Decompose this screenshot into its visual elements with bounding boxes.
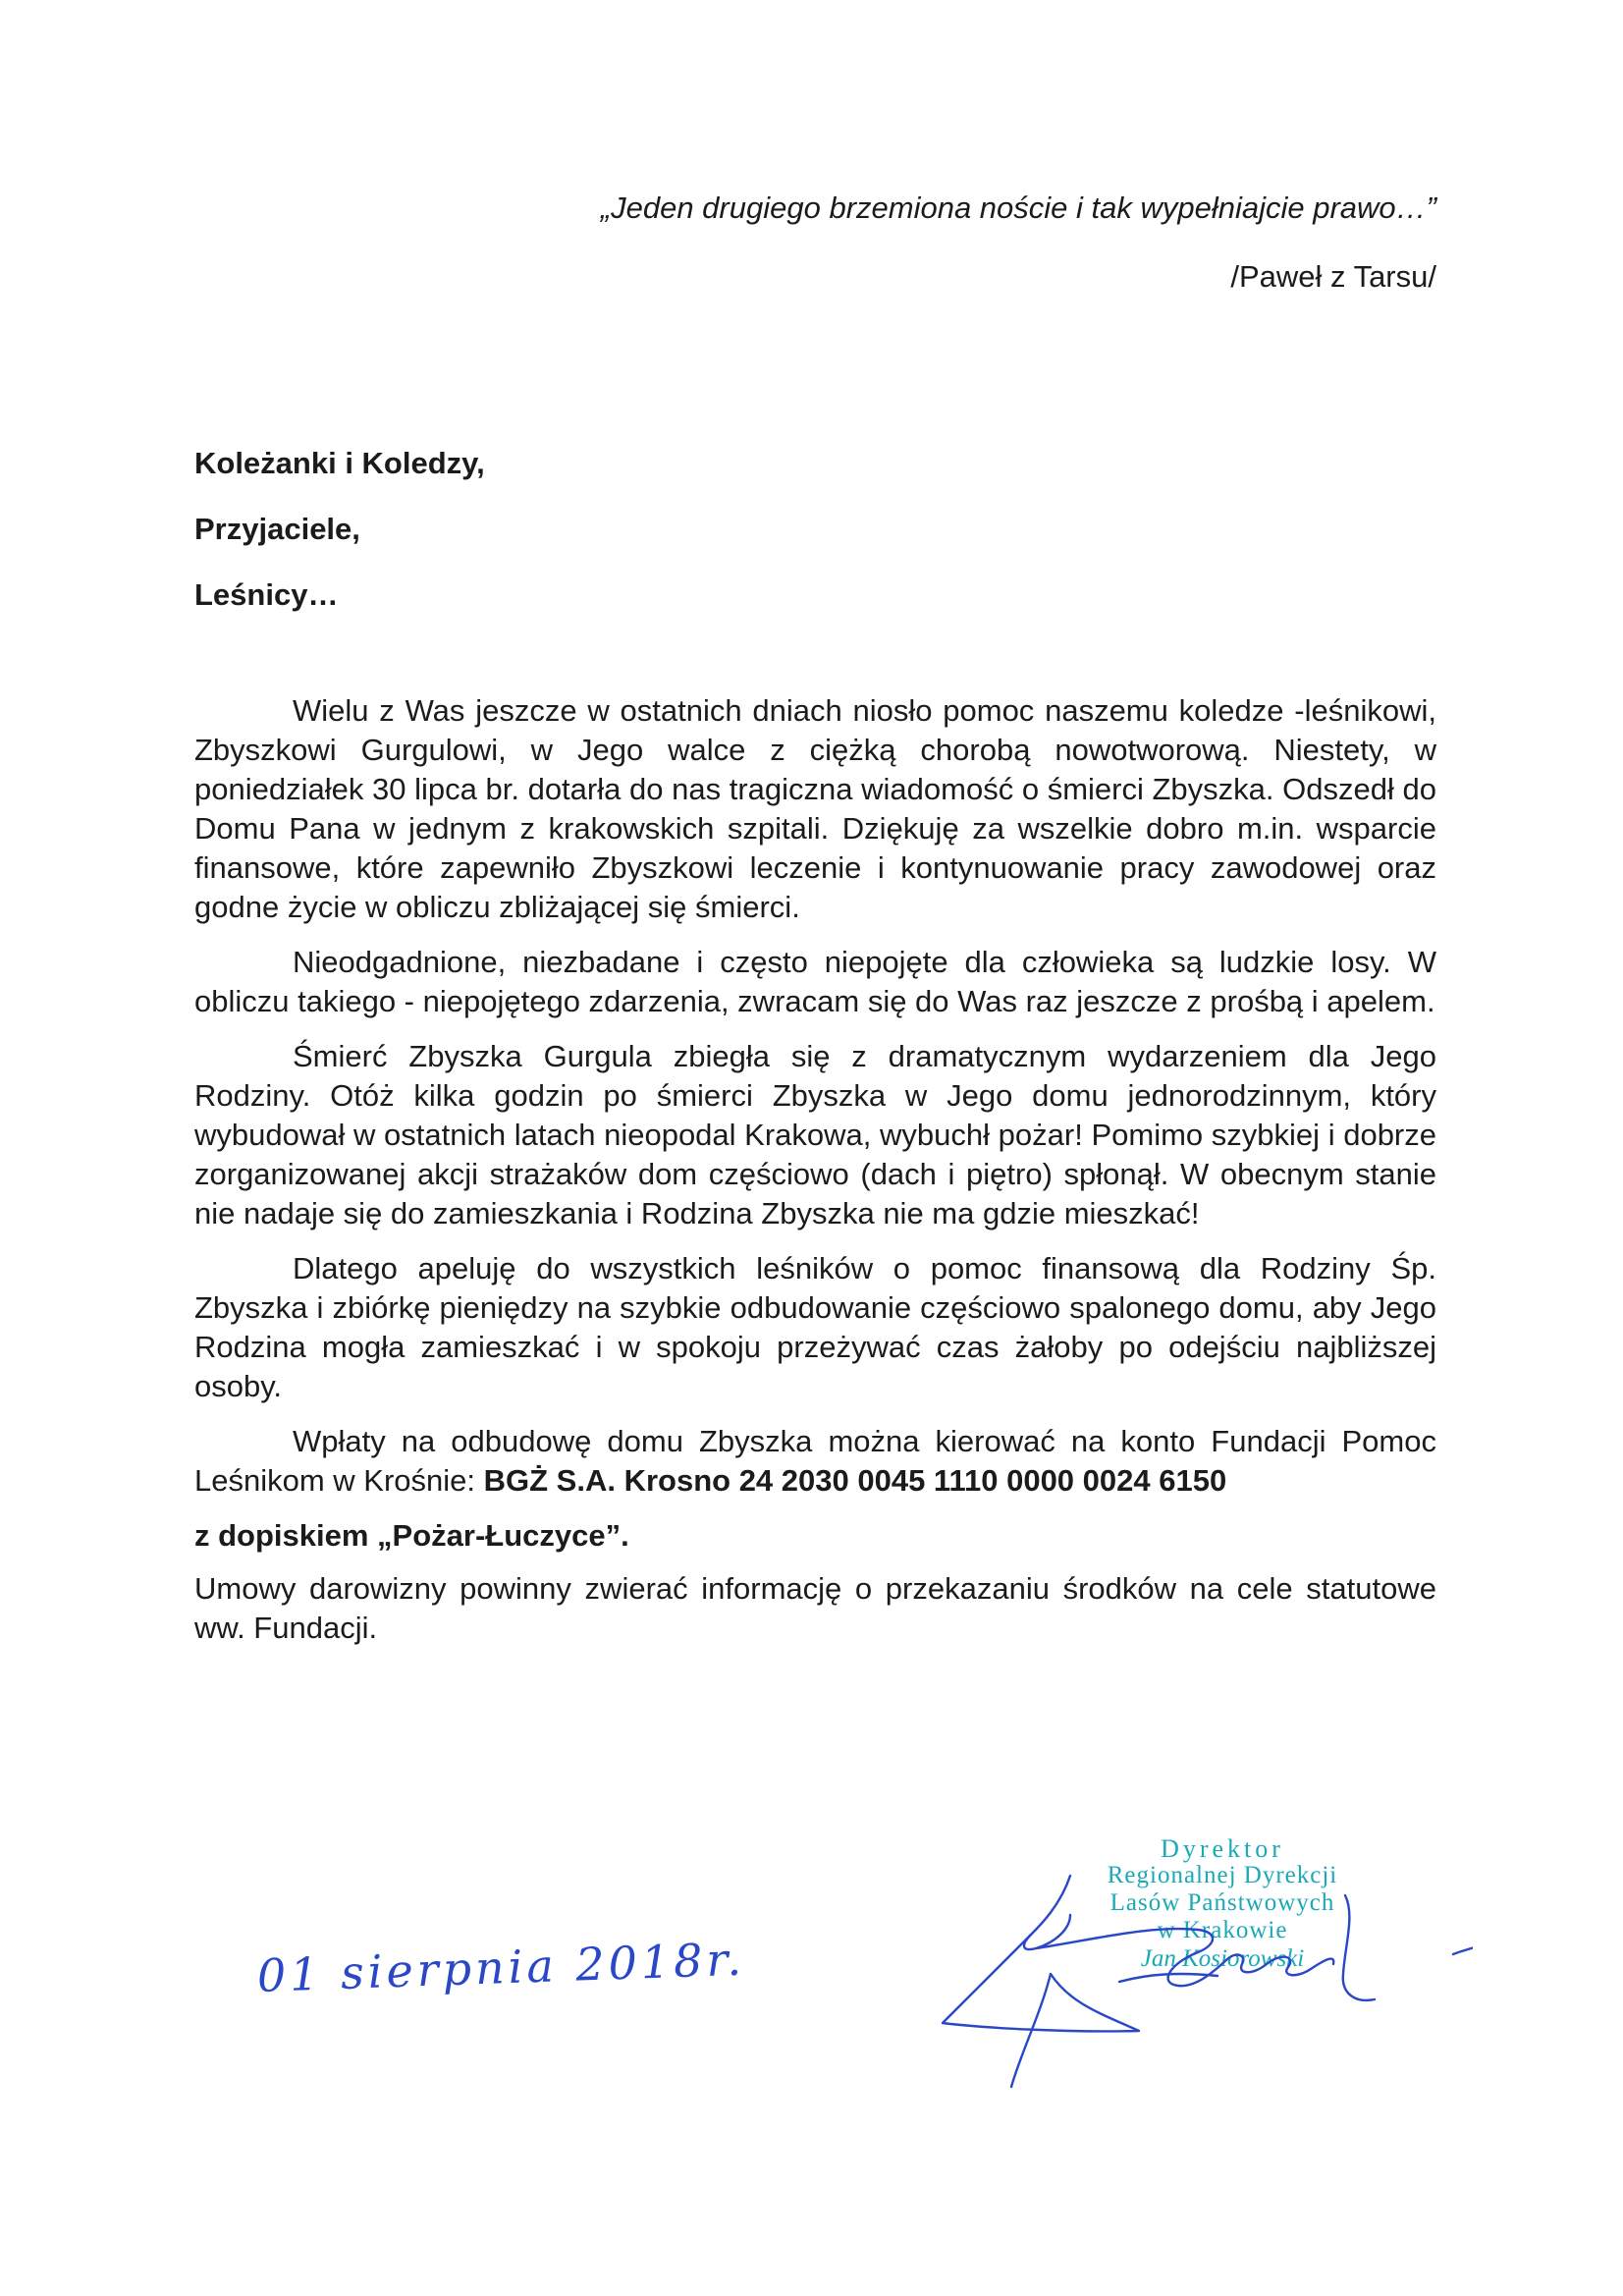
stamp-name: Jan Kosiorowski xyxy=(1140,1945,1305,1972)
paragraph-5-text: Wpłaty na odbudowę domu Zbyszka można kierować na konto Fundacji Pomoc Leśnikom w Krośnie: xyxy=(194,1424,1436,1498)
greeting-line-3: Leśnicy… xyxy=(194,577,339,612)
stamp-line-1: Regionalnej Dyrekcji xyxy=(1107,1862,1338,1888)
paragraph-7: Umowy darowizny powinny zwierać informację o przekazaniu środków na cele statutowe ww. Fundacji. xyxy=(194,1571,1436,1645)
paragraph-4: Dlatego apeluję do wszystkich leśników o pomoc finansową dla Rodziny Śp. Zbyszka i zbiórkę pieniędzy na szybkie odbudowanie częściowo spalonego domu, aby Jego Rodzina mogła zamieszkać i w spokoju przeżywać czas żałoby po odejściu najbliższej osoby. xyxy=(194,1251,1436,1403)
paragraph-5 xyxy=(194,1422,1436,1501)
paragraph-1: Wielu z Was jeszcze w ostatnich dniach niosło pomoc naszemu koledze -leśnikowi, Zbyszkowi Gurgulowi, w Jego walce z ciężką chorobą nowotworową. Niestety, w poniedziałek 30 lipca br. dotarła do nas tragiczna wiadomość o śmierci Zbyszka. Odszedł do Domu Pana w jednym z krakowskich szpitali. Dziękuję za wszelkie dobro m.in. wsparcie finansowe, które zapewniło Zbyszkowi leczenie i kontynuowanie pracy zawodowej oraz godne życie w obliczu zbliżającej się śmierci. xyxy=(194,693,1436,924)
stamp-line-2: Lasów Państwowych xyxy=(1109,1889,1335,1916)
payment-note: z dopiskiem „Pożar-Łuczyce”. xyxy=(194,1518,629,1553)
paragraph-3: Śmierć Zbyszka Gurgula zbiegła się z dramatycznym wydarzeniem dla Jego Rodziny. Otóż kilka godzin po śmierci Zbyszka w Jego domu jednorodzinnym, który wybudował w ostatnich latach nieopodal Krakowa, wybuchł pożar! Pomimo szybkiej i dobrze zorganizowanej akcji strażaków dom częściowo (dach i piętro) spłonął. W obecnym stanie nie nadaje się do zamieszkania i Rodzina Zbyszka nie ma gdzie mieszkać! xyxy=(194,1039,1436,1230)
motto-quote: „Jeden drugiego brzemiona noście i tak wypełniajcie prawo…” xyxy=(600,191,1436,225)
stamp-title: Dyrektor xyxy=(1161,1834,1284,1863)
signature-icon xyxy=(923,1866,1473,2111)
greeting xyxy=(194,444,485,641)
stamp-line-3: w Krakowie xyxy=(1157,1917,1288,1943)
greeting-line-2: Przyjaciele, xyxy=(194,512,360,546)
greeting-line-1: Koleżanki i Koledzy, xyxy=(194,446,485,480)
bank-account: BGŻ S.A. Krosno 24 2030 0045 1110 0000 0024 6150 xyxy=(483,1463,1227,1498)
handwritten-date: 01 sierpnia 2018r. xyxy=(256,1932,746,2002)
motto-author: /Paweł z Tarsu/ xyxy=(1230,259,1436,294)
letter-body xyxy=(194,691,1436,1648)
paragraph-2: Nieodgadnione, niezbadane i często niepojęte dla człowieka są ludzkie losy. W obliczu takiego - niepojętego zdarzenia, zwracam się do Was raz jeszcze z prośbą i apelem. xyxy=(194,945,1436,1018)
